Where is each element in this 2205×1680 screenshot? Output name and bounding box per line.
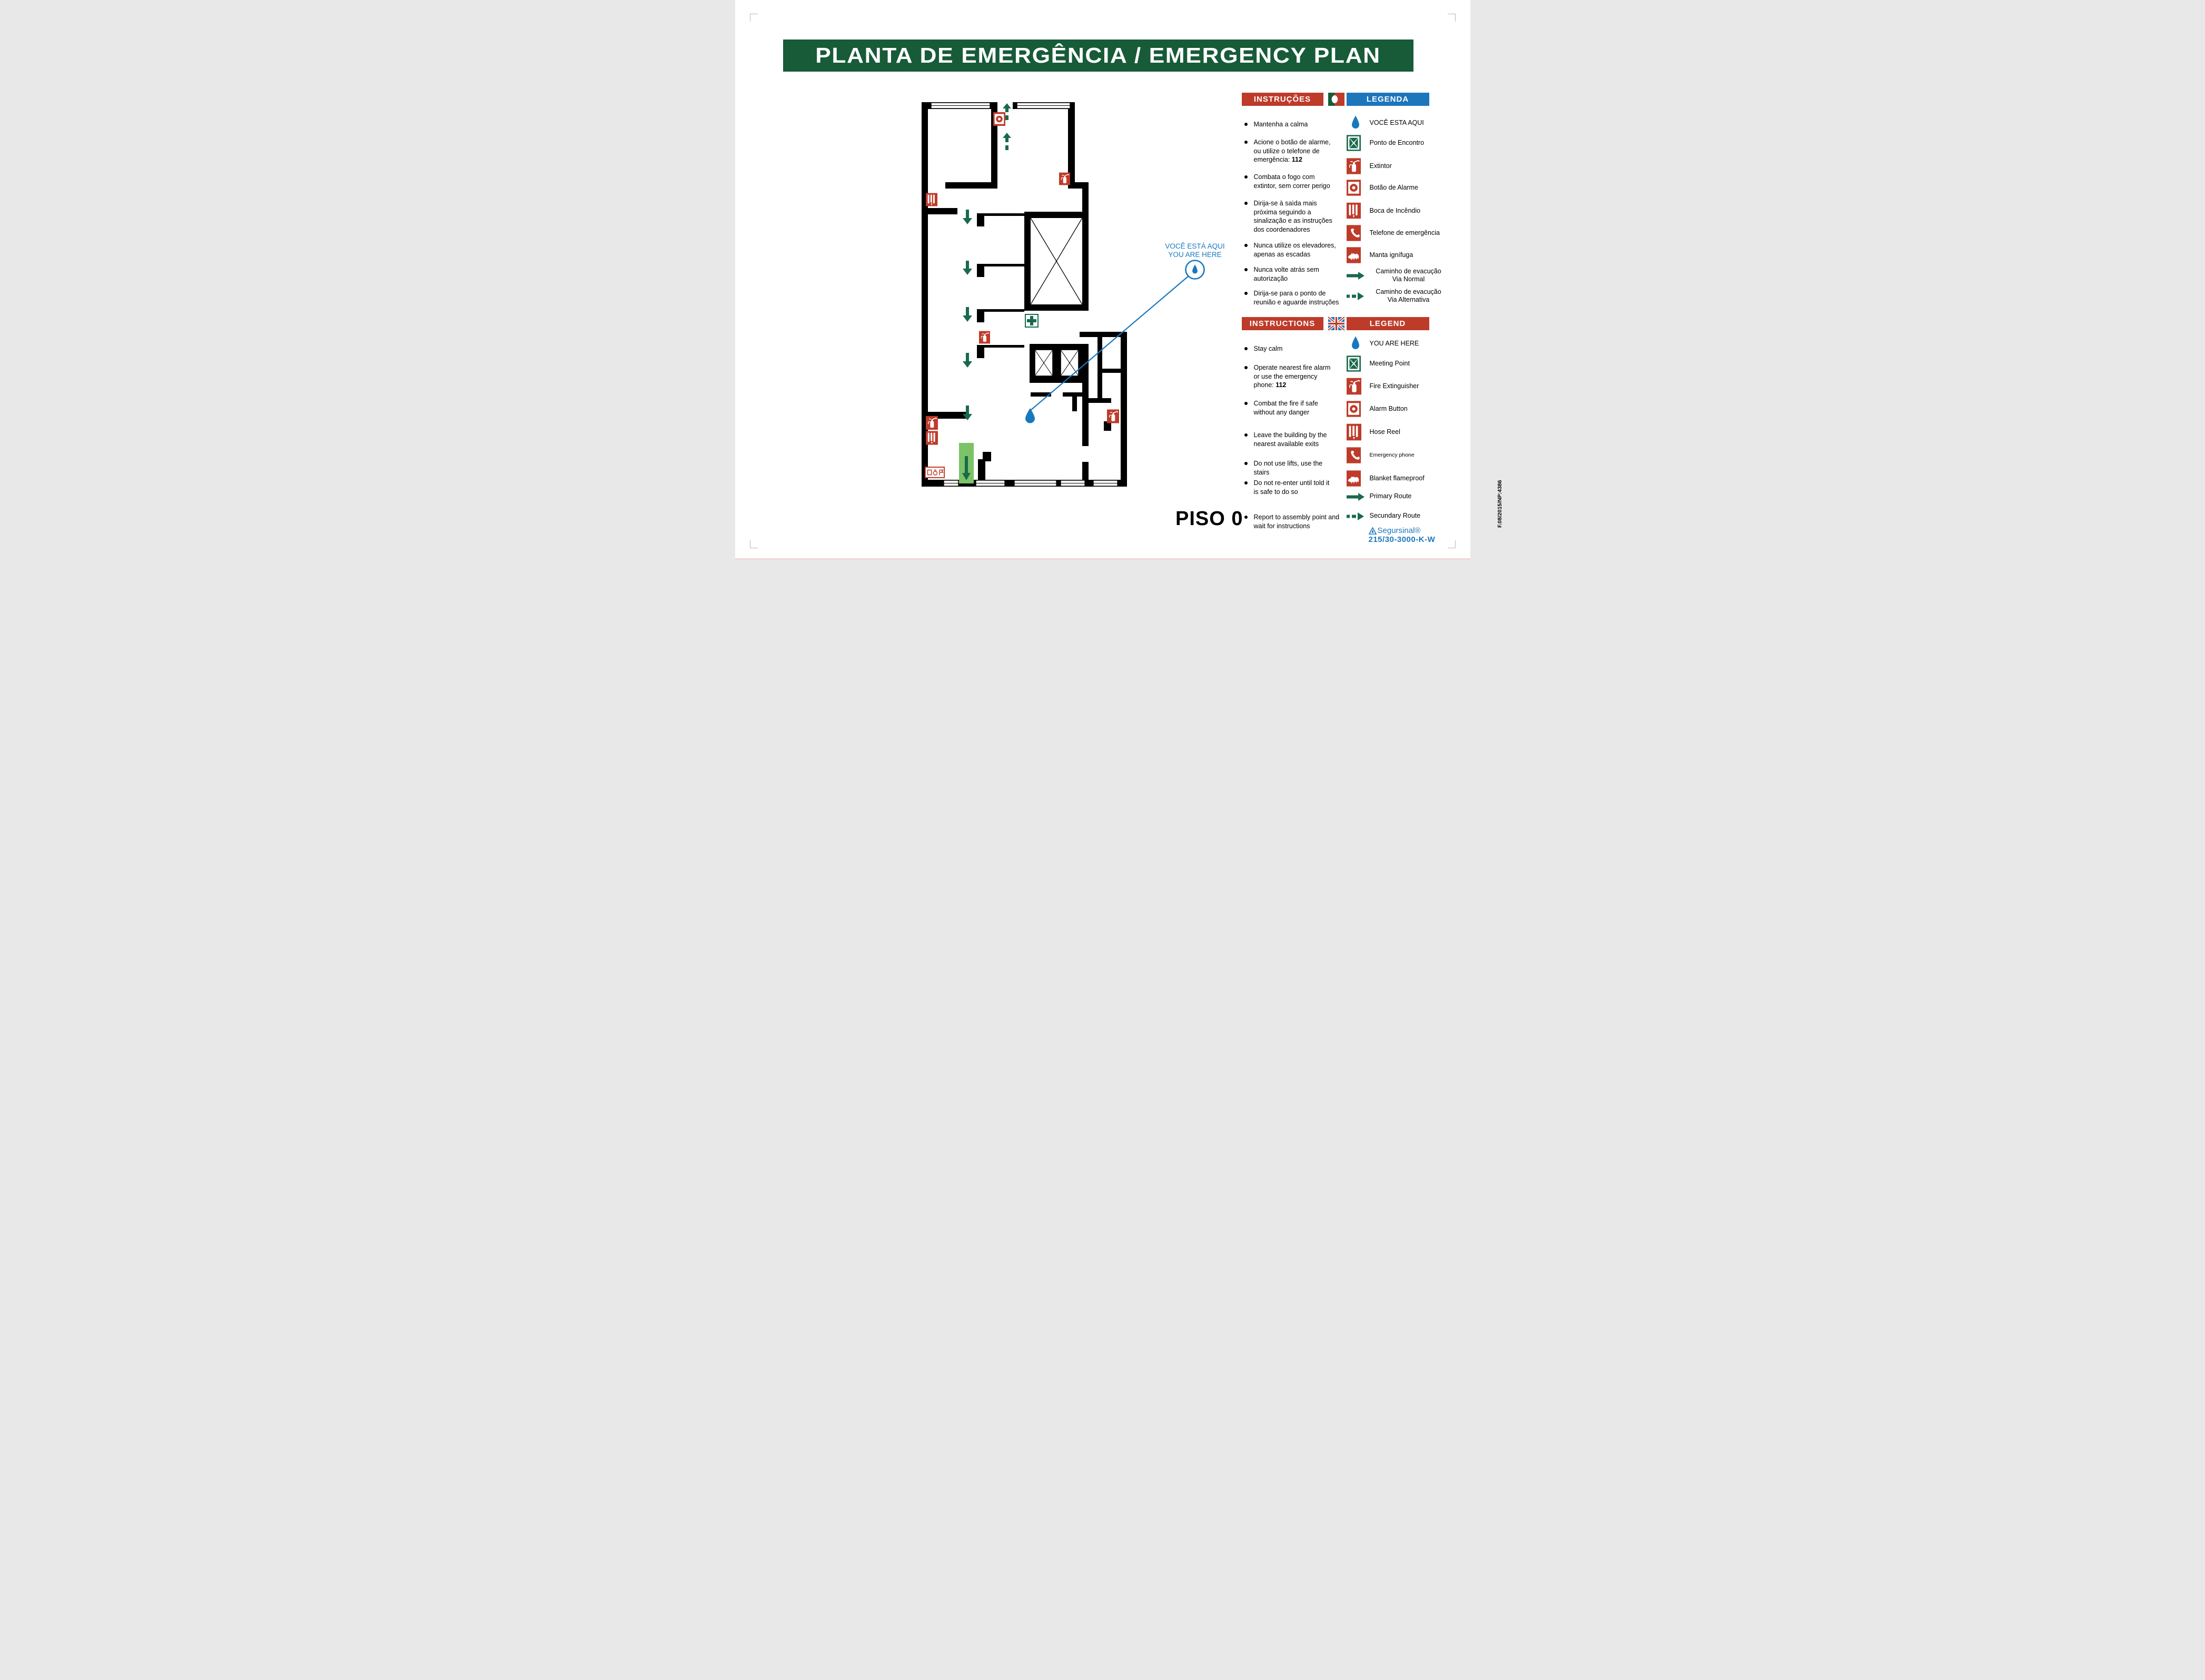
bullet-icon <box>1244 481 1248 485</box>
crop-mark <box>750 540 758 548</box>
bullet-icon <box>1244 462 1248 465</box>
pt-instruction: Acione o botão de alarme, ou utilize o telefone de emergência: 112 <box>1242 138 1347 164</box>
meeting-point-icon <box>1347 355 1361 372</box>
fire-extinguisher-icon <box>1347 378 1361 395</box>
meeting-point-icon <box>1347 135 1361 151</box>
callout-label-pt: VOCÊ ESTÁ AQUI <box>1164 242 1225 250</box>
emergency-phone-icon <box>1347 225 1361 241</box>
bullet-icon <box>1244 516 1248 519</box>
fire-extinguisher-icon <box>1107 409 1119 423</box>
crop-mark <box>750 14 758 22</box>
pt-instruction: Dirija-se à saìda mais próxima seguindo a sinalização e as instruções dos coordenadores <box>1242 199 1347 234</box>
floor-plan <box>914 90 1251 537</box>
fire-blanket-icon <box>1347 470 1361 487</box>
bullet-icon <box>1244 175 1248 179</box>
en-instruction: Combat the fire if safe without any danger <box>1242 399 1347 417</box>
secondary-route-arrow-icon <box>1347 512 1364 520</box>
emergency-phone-icon <box>1347 447 1361 463</box>
en-instructions-title: INSTRUCTIONS <box>1249 319 1316 328</box>
fire-extinguisher-icon <box>1059 173 1070 185</box>
bullet-icon <box>1244 244 1248 247</box>
uk-flag-icon <box>1328 317 1344 330</box>
emergency-plan-poster: PLANTA DE EMERGÊNCIA / EMERGENCY PLAN VOCÊ ESTÁ AQUI YOU ARE HERE PISO 0 INSTRUÇÕES LEGENDA Mantenha a calma Acione o botão de alarme, ou utilize o telefone de emergência: 112 Combata o fogo com extintor, sem correr perigo Dirija-se à saìda mais próxima seguindo a sinalização e as instruções dos coordenadores Nunca utilize os elevadores, apenas as escadas Nunca volte atrás sem autorização Dirija-se para o ponto de reunião e aguarde instruções VOCÊ ESTA AQUI Ponto de Encontro Extintor Botão de Alarme Boca de Incêndio Telefone de emergência Manta ignífuga Caminho de evacução Via Normal Caminho de evacução Via Alternativa INSTRUCTIONS LEGEND Stay calm Operate nearest fire alarm or use the emergency phone: 112 Combat the fire if safe without any danger Leave the building by the nearest available exits Do not use lifts, use the stairs Do not re-enter until told it is safe to do so Report to assembly point and wait for instructions YOU ARE HERE Meeting Point Fire Extinguisher Alarm Button Hose Reel Emergency phone Blanket flameproof Primary Route Secundary Route Segursinal® 215/30-3000-K-W F.08/2015/NP:4386 <box>735 0 1470 560</box>
en-instruction: Stay calm <box>1242 344 1347 353</box>
segursinal-logo-icon <box>1369 527 1377 535</box>
pt-instructions-header <box>1242 93 1323 106</box>
pt-instruction: Combata o fogo com extintor, sem correr perigo <box>1242 173 1347 190</box>
crop-mark <box>1448 540 1456 548</box>
callout-label-en: YOU ARE HERE <box>1168 251 1222 259</box>
pt-instructions-title: INSTRUÇÕES <box>1253 95 1311 104</box>
en-instruction: Operate nearest fire alarm or use the emergency phone: 112 <box>1242 363 1347 390</box>
page-title: PLANTA DE EMERGÊNCIA / EMERGENCY PLAN <box>815 43 1381 67</box>
en-instruction: Leave the building by the nearest available exits <box>1242 431 1347 448</box>
fire-extinguisher-icon <box>926 416 938 430</box>
en-instruction: Report to assembly point and wait for instructions <box>1242 513 1347 530</box>
hose-reel-icon <box>1347 202 1361 219</box>
en-instruction: Do not use lifts, use the stairs <box>1242 459 1347 477</box>
secondary-route-arrow-icon <box>1347 292 1364 300</box>
portugal-flag-icon <box>1328 93 1344 106</box>
en-legend-header <box>1347 317 1429 330</box>
hose-reel-icon <box>926 193 937 206</box>
pt-legend-title: LEGENDA <box>1366 95 1409 104</box>
bullet-icon <box>1244 366 1248 369</box>
en-legend-title: LEGEND <box>1369 319 1406 328</box>
bullet-icon <box>1244 202 1248 205</box>
primary-route-arrow-icon <box>1347 493 1364 501</box>
page-bottom-trim <box>735 558 1470 560</box>
pt-instruction: Dirija-se para o ponto de reunião e aguarde instruções <box>1242 289 1347 307</box>
bullet-icon <box>1244 292 1248 295</box>
alarm-button-icon <box>993 112 1005 126</box>
pt-instruction: Nunca utilize os elevadores, apenas as escadas <box>1242 241 1347 259</box>
hose-reel-icon <box>1347 423 1361 441</box>
bullet-icon <box>1244 433 1248 437</box>
alarm-button-icon <box>1347 180 1361 196</box>
emergency-equipment-sign <box>925 467 944 478</box>
plan-walls <box>922 102 1127 487</box>
exit-path <box>959 443 974 483</box>
fire-blanket-icon <box>1347 247 1361 263</box>
brand-block <box>1369 526 1436 544</box>
pt-instruction: Mantenha a calma <box>1242 120 1347 129</box>
brand-name: Segursinal® <box>1377 526 1421 535</box>
bullet-icon <box>1244 123 1248 126</box>
fire-extinguisher-icon <box>1347 158 1361 174</box>
en-instruction: Do not re-enter until told it is safe to do so <box>1242 479 1347 496</box>
first-aid-icon <box>1025 314 1038 327</box>
bullet-icon <box>1244 402 1248 405</box>
doc-reference: F.08/2015/NP:4386 <box>1496 480 1503 528</box>
fire-extinguisher-icon <box>979 331 990 344</box>
route-arrows <box>963 103 1011 420</box>
floor-label: PISO 0 <box>1175 508 1243 530</box>
you-are-here-droplet-icon <box>1350 335 1361 351</box>
en-instructions-header <box>1242 317 1323 330</box>
stair-shaft <box>1031 218 1082 304</box>
crop-mark <box>1448 14 1456 22</box>
brand-model: 215/30-3000-K-W <box>1368 535 1436 544</box>
bullet-icon <box>1244 347 1248 350</box>
bullet-icon <box>1244 268 1248 271</box>
pt-instruction: Nunca volte atrás sem autorização <box>1242 265 1347 283</box>
primary-route-arrow-icon <box>1347 272 1364 280</box>
pt-legend-header <box>1347 93 1429 106</box>
alarm-button-icon <box>1347 401 1361 417</box>
hose-reel-icon <box>926 431 938 444</box>
bullet-icon <box>1244 141 1248 144</box>
title-banner <box>783 39 1413 72</box>
you-are-here-droplet-icon <box>1350 115 1361 130</box>
